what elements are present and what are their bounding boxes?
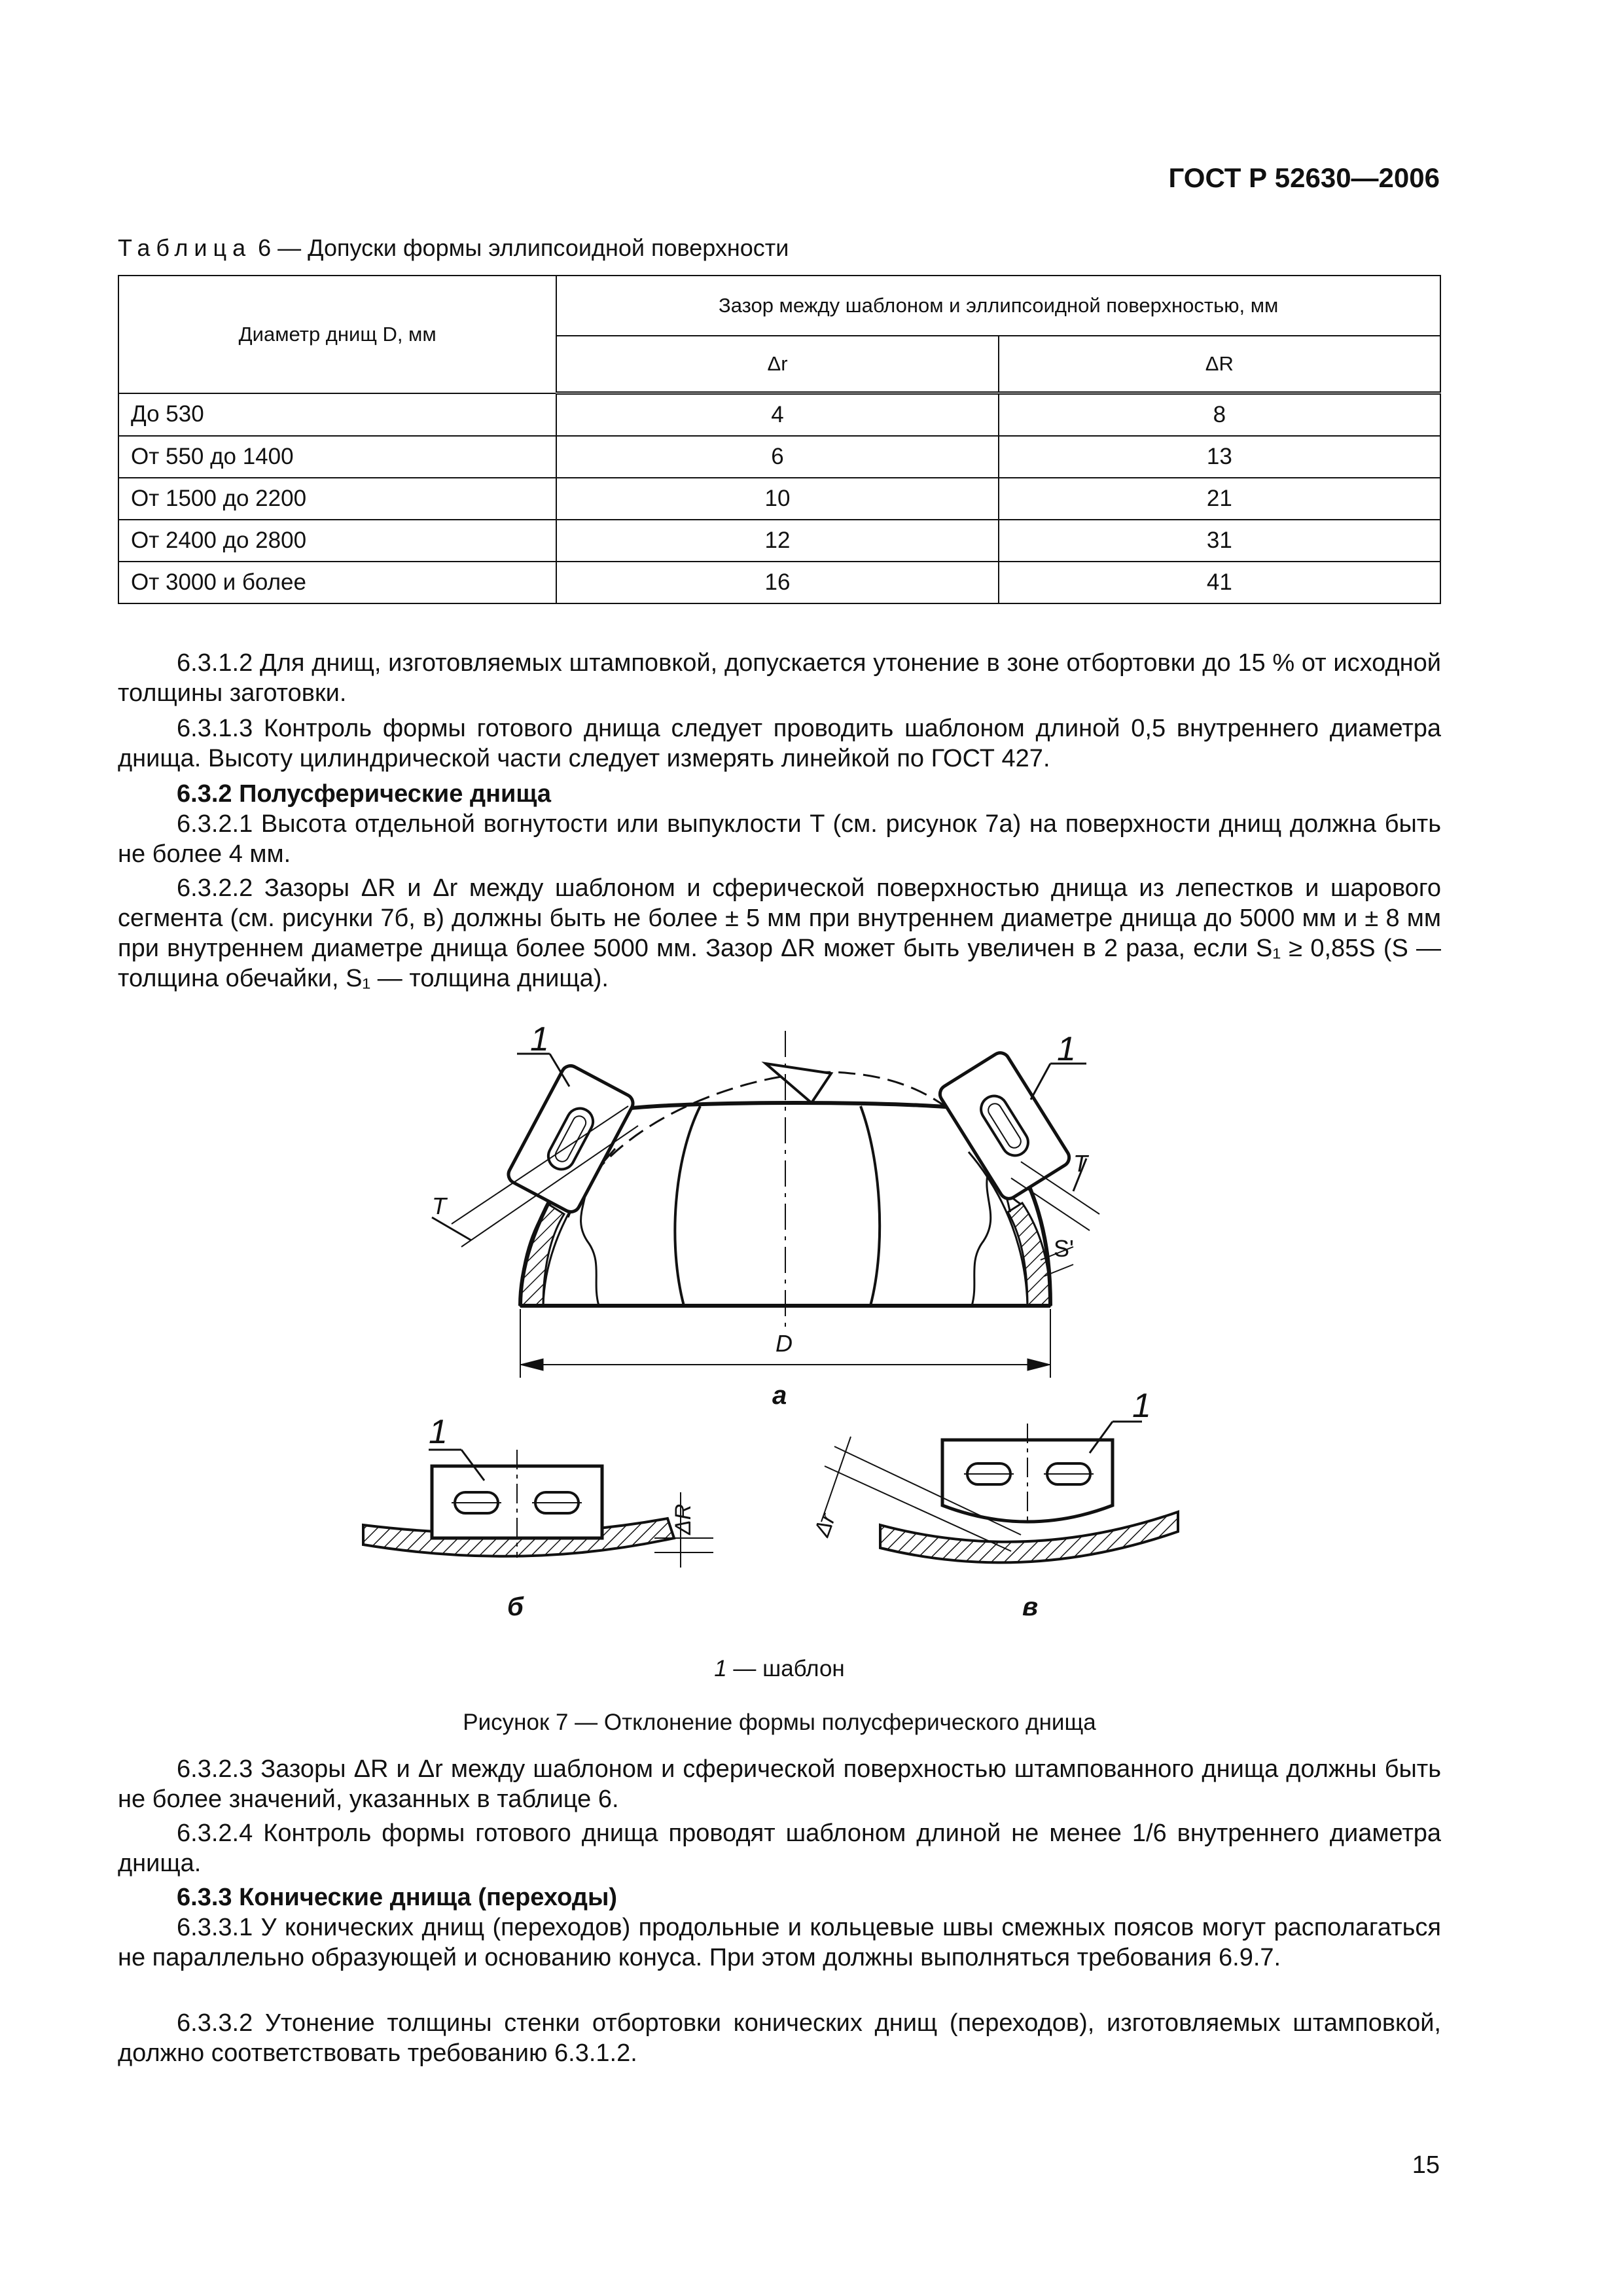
fig7v-label-1: 1 <box>1132 1387 1151 1425</box>
cell-dR: 31 <box>999 520 1440 562</box>
cell-diameter: До 530 <box>118 393 556 437</box>
cell-dr: 10 <box>556 478 998 520</box>
figure-caption: Рисунок 7 — Отклонение формы полусферического днища <box>463 1710 1096 1735</box>
paragraph-6-3-3-1: 6.3.3.1 У конических днищ (переходов) продольные и кольцевые швы смежных поясов могут располагаться не параллельно образующей и основанию конуса. При этом должны выполняться требования 6.9.7. <box>118 1914 1441 1971</box>
heading-6-3-2: 6.3.2 Полусферические днища <box>177 780 552 808</box>
fig7v-label-dr: Δr <box>809 1510 841 1540</box>
cell-dr: 12 <box>556 520 998 562</box>
cell-diameter: От 550 до 1400 <box>118 436 556 478</box>
paragraph-6-3-2-3: 6.3.2.3 Зазоры ΔR и Δr между шаблоном и сферической поверхностью штампованного днища должны быть не более значений, указанных в таблице 6. <box>118 1755 1441 1813</box>
cell-diameter: От 2400 до 2800 <box>118 520 556 562</box>
figure-7b <box>363 1450 713 1568</box>
cell-dR: 41 <box>999 562 1440 603</box>
fig7a-label-T-right: T <box>1073 1150 1088 1177</box>
fig7a-label-T-left: T <box>432 1193 446 1219</box>
paragraph-6-3-2-1: 6.3.2.1 Высота отдельной вогнутости или выпуклости T (см. рисунок 7а) на поверхности днищ должна быть не более 4 мм. <box>118 810 1441 868</box>
cell-dr: 4 <box>556 393 998 437</box>
cell-dr: 16 <box>556 562 998 603</box>
fig7-sub-a: а <box>772 1381 787 1410</box>
header-dR: ΔR <box>999 336 1440 393</box>
heading-6-3-3: 6.3.3 Конические днища (переходы) <box>177 1884 618 1911</box>
cell-diameter: От 3000 и более <box>118 562 556 603</box>
fig7a-label-1-right: 1 <box>1057 1030 1076 1068</box>
fig7-sub-v: в <box>1022 1592 1039 1621</box>
cell-diameter: От 1500 до 2200 <box>118 478 556 520</box>
table-caption-title: 6 — Допуски формы эллипсоидной поверхности <box>251 234 789 261</box>
page-number: 15 <box>1412 2151 1440 2179</box>
header-diameter: Диаметр днищ D, мм <box>118 276 556 393</box>
header-gap: Зазор между шаблоном и эллипсоидной поверхностью, мм <box>556 276 1440 336</box>
figure-legend <box>118 1656 1441 1682</box>
legend-dash: — шаблон <box>726 1656 845 1681</box>
fig7-sub-b: б <box>507 1592 524 1621</box>
fig7a-label-1-left: 1 <box>530 1020 549 1058</box>
cell-dr: 6 <box>556 436 998 478</box>
paragraph-6-3-1-3: 6.3.1.3 Контроль формы готового днища следует проводить шаблоном длиной 0,5 внутреннего диаметра днища. Высоту цилиндрической части следует измерять линейкой по ГОСТ 427. <box>118 715 1441 772</box>
paragraph-6-3-1-2: 6.3.1.2 Для днищ, изготовляемых штамповкой, допускается утонение в зоне отбортовки до 15 % от исходной толщины заготовки. <box>118 649 1441 707</box>
fig7b-label-1: 1 <box>429 1413 448 1451</box>
paragraph-6-3-2-2: 6.3.2.2 Зазоры ΔR и Δr между шаблоном и сферической поверхностью днища из лепестков и шарового сегмента (см. рисунки 7б, в) должны быть не более ± 5 мм при внутреннем диаметре днища до 5000 мм и ± 8 мм при внутреннем диаметре днища более 5000 мм. Зазор ΔR может быть увеличен в 2 раза, если S₁ ≥ 0,85S (S — толщина обечайки, S₁ — толщина днища). <box>118 874 1441 992</box>
fig7a-label-S: S' <box>1054 1235 1074 1262</box>
standard-number: ГОСТ Р 52630—2006 <box>1168 162 1440 193</box>
fig7a-label-D: D <box>776 1330 793 1357</box>
table-caption-prefix: Таблица <box>118 234 252 261</box>
fig7b-label-dR: ΔR <box>671 1503 696 1535</box>
legend-number: 1 <box>714 1656 727 1681</box>
cell-dR: 13 <box>999 436 1440 478</box>
paragraph-6-3-3-2: 6.3.3.2 Утонение толщины стенки отбортовки конических днищ (переходов), изготовляемых штамповкой, должно соответствовать требованию 6.3.1.2. <box>118 2009 1441 2067</box>
paragraph-6-3-2-4: 6.3.2.4 Контроль формы готового днища проводят шаблоном длиной не менее 1/6 внутреннего диаметра днища. <box>118 1820 1441 1877</box>
cell-dR: 21 <box>999 478 1440 520</box>
cell-dR: 8 <box>999 393 1440 437</box>
figure-7v <box>821 1422 1178 1562</box>
header-dr: Δr <box>556 336 998 393</box>
figure-7a <box>432 1031 1099 1378</box>
